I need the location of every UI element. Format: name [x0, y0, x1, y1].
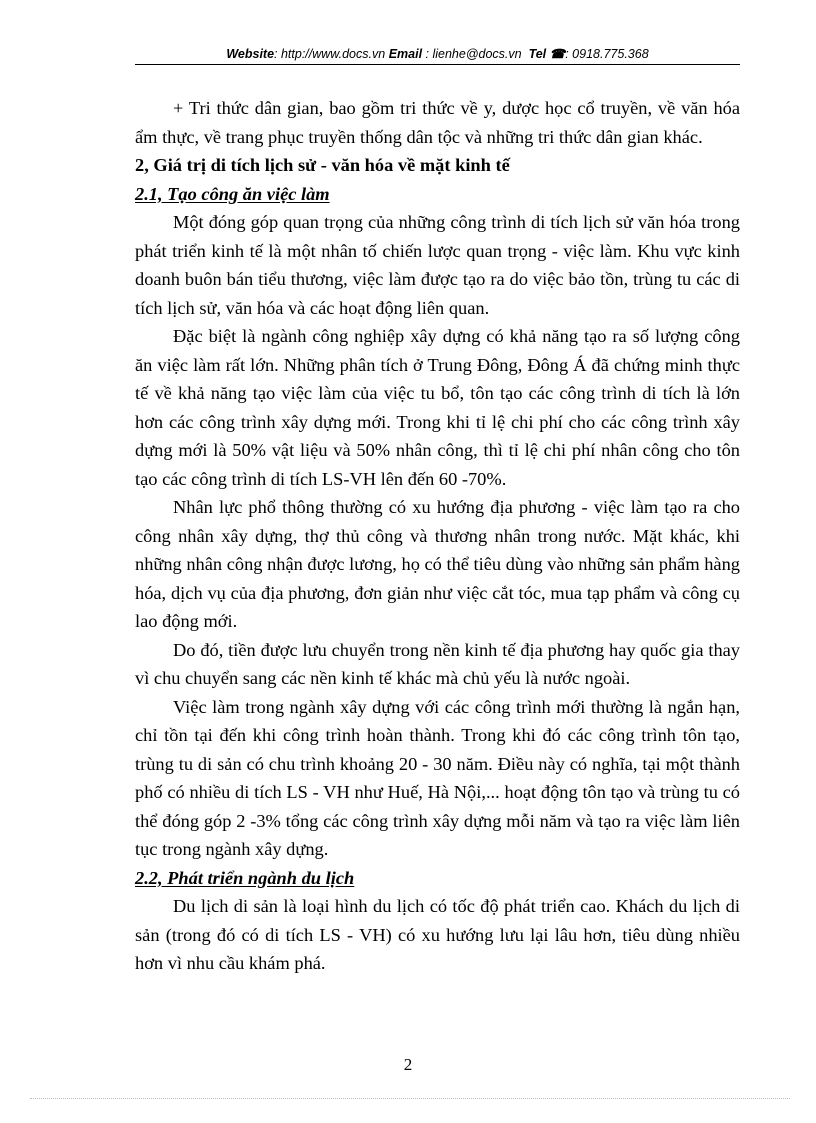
email-label: Email — [388, 47, 423, 61]
paragraph-folk-knowledge: + Tri thức dân gian, bao gồm tri thức về y, dược học cổ truyền, về văn hóa ẩm thực, về trang phục truyền thống dân tộc và những tri thức dân gian khác. — [135, 98, 740, 147]
paragraph-employment-intro: Một đóng góp quan trọng của những công trình di tích lịch sử văn hóa trong phát triển kinh tế là một nhân tố chiến lược quan trọng - việc làm. Khu vực kinh doanh buôn bán tiểu thương, việc làm được tạo ra do việc bảo tồn, trùng tu các di tích lịch sử, văn hóa và các hoạt động liên quan. — [135, 212, 740, 318]
page-header — [135, 46, 740, 62]
section-heading-2: 2, Giá trị di tích lịch sử - văn hóa về mặt kinh tế — [135, 155, 510, 175]
paragraph-local-labor: Nhân lực phổ thông thường có xu hướng địa phương - việc làm tạo ra cho công nhân xây dựng, thợ thủ công và thương nhân trong nước. Mặt khác, khi những nhân công nhận được lương, họ có thể tiêu dùng vào những sản phẩm hàng hóa, dịch vụ của địa phương, đơn giản như việc cắt tóc, mua tạp phẩm và công cụ lao động mới. — [135, 497, 740, 631]
paragraph-construction-jobs: Việc làm trong ngành xây dựng với các công trình mới thường là ngắn hạn, chỉ tồn tại đến khi công trình hoàn thành. Trong khi đó các công trình tôn tạo, trùng tu di sản có chu trình khoảng 20 - 30 năm. Điều này có nghĩa, tại một thành phố có nhiều di tích LS - VH như Huế, Hà Nội,... hoạt động tôn tạo và trùng tu có thể đóng góp 2 -3% tổng các công trình xây dựng mỗi năm và tạo ra việc làm liên tục trong ngành xây dựng. — [135, 696, 740, 859]
phone-icon: ☎ — [549, 47, 566, 61]
tel-value: : 0918.775.368 — [565, 47, 649, 61]
website-value: : http://www.docs.vn — [274, 47, 386, 61]
paragraph-construction-industry: Đặc biệt là ngành công nghiệp xây dựng có khả năng tạo ra số lượng công ăn việc làm rất lớn. Những phân tích ở Trung Đông, Đông Á đã chứng minh thực tế về khả năng tạo việc làm của việc tu bổ, tôn tạo các công trình di tích là lớn hơn các công trình xây dựng mới. Trong khi tỉ lệ chi phí cho các công trình xây dựng mới là 50% vật liệu và 50% nhân công, thì tỉ lệ chi phí nhân công cho tôn tạo các công trình di tích LS-VH lên đến 60 -70%. — [135, 326, 740, 489]
website-label: Website — [226, 47, 275, 61]
email-value: : lienhe@docs.vn — [422, 47, 522, 61]
subsection-heading-2-1: 2.1, Tạo công ăn việc làm — [135, 183, 330, 204]
paragraph-heritage-tourism: Du lịch di sản là loại hình du lịch có tốc độ phát triển cao. Khách du lịch di sản (trong đó có di tích LS - VH) có xu hướng lưu lại lâu hơn, tiêu dùng nhiều hơn vì nhu cầu khám phá. — [135, 896, 740, 973]
page-number: 2 — [403, 1055, 413, 1074]
subsection-heading-2-2: 2.2, Phát triển ngành du lịch — [135, 867, 355, 888]
header-divider — [135, 64, 740, 65]
tel-label: Tel — [528, 47, 547, 61]
paragraph-money-circulation: Do đó, tiền được lưu chuyển trong nền kinh tế địa phương hay quốc gia thay vì chu chuyển sang các nền kinh tế khác mà chủ yếu là nước ngoài. — [135, 639, 740, 688]
document-body — [135, 94, 740, 978]
footer-divider — [30, 1098, 790, 1099]
